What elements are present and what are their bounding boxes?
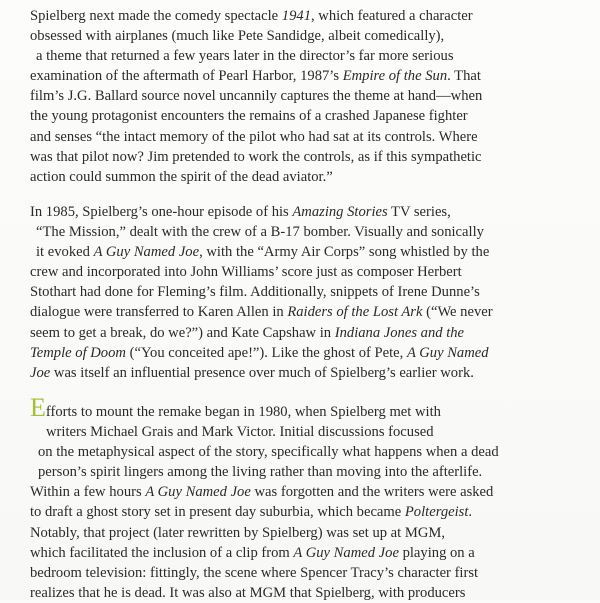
paragraph-amazing-stories <box>30 202 590 383</box>
text-run: In 1985, Spielberg’s one-hour episode of his <box>30 204 293 220</box>
text-run: was forgotten and the writers were asked <box>250 484 494 501</box>
text-run: it evoked <box>36 244 94 261</box>
text-run: (“We never <box>422 304 493 321</box>
text-line <box>30 363 590 383</box>
text-run: was itself an influential presence over much of Spielberg’s earlier work. <box>50 364 474 381</box>
text-run: film’s J.G. Ballard source novel uncannily captures the theme at hand—when <box>30 88 483 105</box>
paragraph-1941-empire <box>30 6 590 187</box>
text-line <box>30 6 590 26</box>
italic-title: Temple of Doom <box>30 344 126 361</box>
text-line <box>30 127 590 147</box>
text-line <box>30 202 590 222</box>
text-line <box>30 523 590 543</box>
text-run: dialogue were transferred to Karen Allen in <box>30 304 288 321</box>
text-line <box>30 422 590 442</box>
text-run: Notably, that project (later rewritten by Spielberg) was set up at MGM, <box>30 524 446 541</box>
text-run: bedroom television: fittingly, the scene where Spencer Tracy’s character first <box>30 564 479 581</box>
text-run: realizes that he is dead. It was also at MGM that Spielberg, with producers <box>30 584 466 601</box>
italic-title: A Guy Named <box>406 344 489 361</box>
italic-title: Empire of the Sun <box>342 68 448 85</box>
text-line <box>30 563 590 583</box>
text-line <box>30 543 590 563</box>
text-line <box>30 106 590 126</box>
text-run: seem to get a break, do we?”) and Kate Capshaw in <box>30 324 335 341</box>
italic-title: Poltergeist <box>404 504 469 521</box>
text-line <box>30 222 590 242</box>
drop-cap: E <box>30 393 46 422</box>
text-line <box>30 262 590 282</box>
text-run: action could summon the spirit of the dead aviator.” <box>30 168 333 185</box>
text-run: crew and incorporated into John Williams’ score just as composer Herbert <box>30 264 462 281</box>
text-line <box>30 167 590 187</box>
italic-title: 1941 <box>281 8 311 24</box>
text-line <box>30 442 590 462</box>
text-line <box>30 343 590 363</box>
text-line <box>30 26 590 46</box>
text-run: playing on a <box>398 544 475 561</box>
text-run: and senses “the intact memory of the pilot who had sat at its controls. Where <box>30 128 478 145</box>
text-run: (“You conceited ape!”). Like the ghost of Pete, <box>125 344 407 361</box>
italic-title: A Guy Named Joe <box>93 244 200 261</box>
text-run: . That <box>447 68 481 85</box>
text-line <box>30 66 590 86</box>
text-line <box>30 482 590 502</box>
text-line <box>30 242 590 262</box>
text-run: which facilitated the inclusion of a clip from <box>30 544 294 561</box>
text-line <box>30 462 590 482</box>
italic-title: Joe <box>30 364 51 381</box>
text-run: obsessed with airplanes (much like Pete Sandidge, albeit comedically), <box>30 28 445 45</box>
text-line <box>30 147 590 167</box>
text-line <box>30 46 590 66</box>
text-run: examination of the aftermath of Pearl Harbor, 1987’s <box>30 68 343 85</box>
text-line <box>30 302 590 322</box>
text-line <box>30 502 590 522</box>
italic-title: Indiana Jones and the <box>334 324 465 341</box>
text-run: fforts to mount the remake began in 1980, when Spielberg met with <box>45 404 441 420</box>
text-line <box>30 86 590 106</box>
text-run: to draft a ghost story set in present day suburbia, which became <box>30 504 405 521</box>
text-run: a theme that returned a few years later in the director’s far more serious <box>36 48 454 65</box>
text-run: was that pilot now? Jim pretended to work the controls, as if this sympathetic <box>30 148 482 165</box>
text-run: the young protagonist encounters the remains of a crashed Japanese fighter <box>30 108 468 125</box>
text-run: Within a few hours <box>30 484 146 501</box>
text-line <box>30 323 590 343</box>
text-run: TV series, <box>387 204 451 220</box>
italic-title: A Guy Named Joe <box>293 544 399 561</box>
text-run: writers Michael Grais and Mark Victor. Initial discussions focused <box>46 424 434 441</box>
italic-title: Raiders of the Lost Ark <box>287 304 423 321</box>
text-line <box>30 393 590 422</box>
text-run: Stothart had done for Fleming’s film. Additionally, snippets of Irene Dunne’s <box>30 284 480 301</box>
text-run: Spielberg next made the comedy spectacle <box>30 8 282 24</box>
text-run: , which featured a character <box>310 8 473 24</box>
text-run: . <box>468 504 473 521</box>
text-line <box>30 282 590 302</box>
text-run: , with the “Army Air Corps” song whistled by the <box>199 244 490 261</box>
italic-title: A Guy Named Joe <box>145 484 251 501</box>
text-run: person’s spirit lingers among the living rather than moving into the afterlife. <box>38 464 483 481</box>
text-run: “The Mission,” dealt with the crew of a B-17 bomber. Visually and sonically <box>36 224 484 241</box>
italic-title: Amazing Stories <box>292 204 388 220</box>
paragraph-remake-efforts <box>30 393 590 603</box>
text-run: on the metaphysical aspect of the story, specifically what happens when a dead <box>38 444 499 461</box>
